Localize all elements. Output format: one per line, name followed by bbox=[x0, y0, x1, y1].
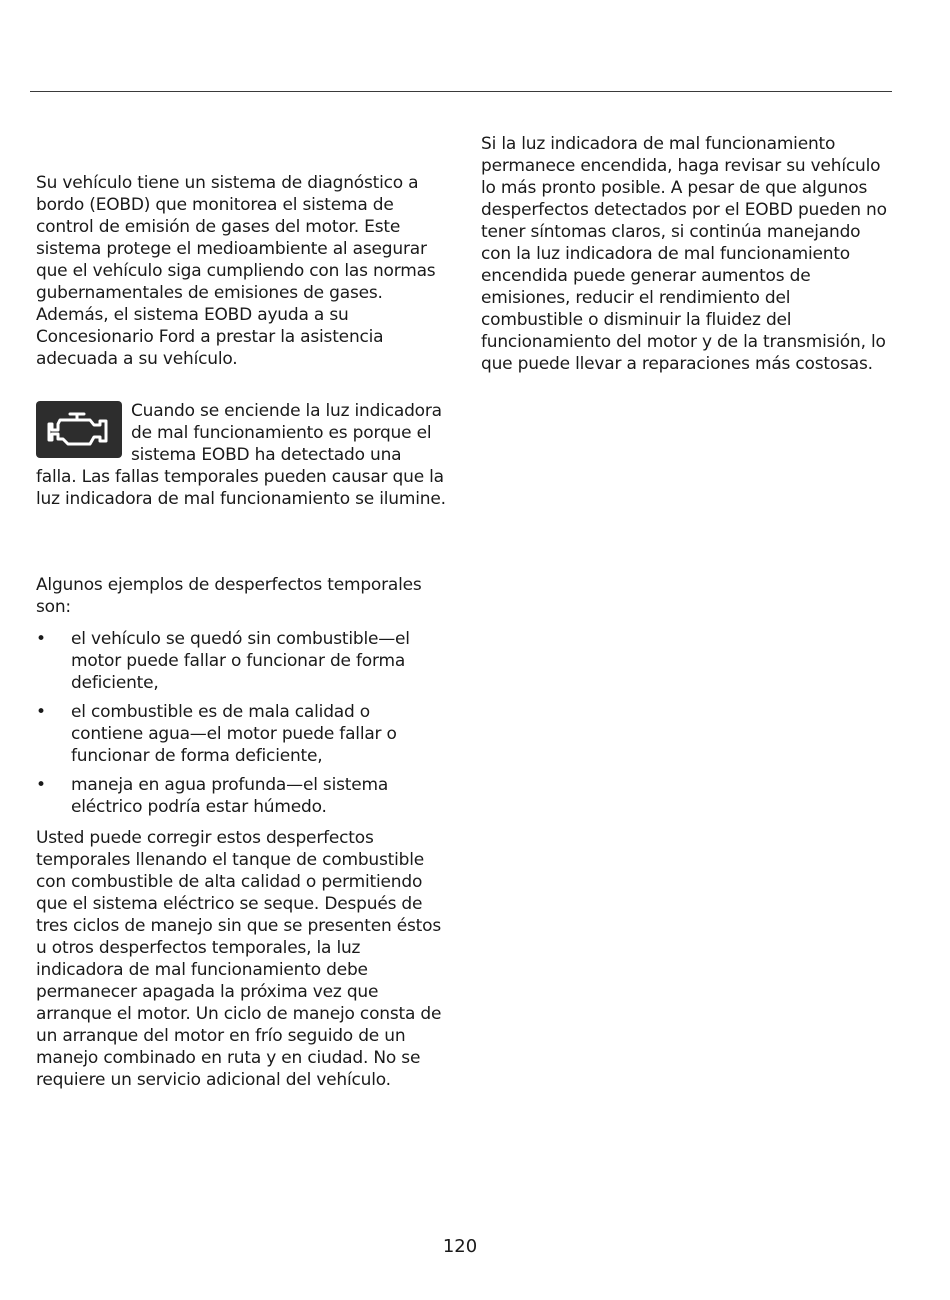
right-paragraph: Si la luz indicadora de mal funcionamiento permanece encendida, haga revisar su vehículo lo más pronto posible. A pesar de que algunos desperfectos detectados por el EOBD pueden no tener síntomas claros, si continúa manejando con la luz indicadora de mal funcionamiento encendida puede generar aumentos de emisiones, reducir el rendimiento del combustible o disminuir la fluidez del funcionamiento del motor y de la transmisión, lo que puede llevar a reparaciones más costosas. bbox=[481, 134, 887, 374]
warning-block bbox=[36, 400, 446, 510]
fix-paragraph: Usted puede corregir estos desperfectos temporales llenando el tanque de combustible con combustible de alta calidad o permitiendo que el sistema eléctrico se seque. Después de tres ciclos de manejo sin que se presenten éstos u otros desperfectos temporales, la luz indicadora de mal funcionamiento debe permanecer apagada la próxima vez que arranque el motor. Un ciclo de manejo consta de un arranque del motor en frío seguido de un manejo combinado en ruta y en ciudad. No se requiere un servicio adicional del vehículo. bbox=[36, 828, 442, 1090]
examples-list bbox=[36, 628, 446, 825]
list-item-text: el vehículo se quedó sin combustible—el motor puede fallar o funcionar de forma deficiente, bbox=[71, 629, 410, 693]
list-item-text: el combustible es de mala calidad o contiene agua—el motor puede fallar o funcionar de forma deficiente, bbox=[71, 702, 397, 766]
list-item-text: maneja en agua profunda—el sistema eléctrico podría estar húmedo. bbox=[71, 775, 389, 817]
warning-text: Cuando se enciende la luz indicadora de mal funcionamiento es porque el sistema EOBD ha detectado una falla. Las fallas temporales pueden causar que la luz indicadora de mal funcionamiento se ilumine. bbox=[36, 401, 446, 509]
list-item bbox=[36, 774, 446, 818]
header-rule bbox=[30, 91, 892, 92]
list-item bbox=[36, 701, 446, 767]
check-engine-icon-graphic bbox=[46, 410, 112, 450]
bullet: • bbox=[36, 702, 46, 722]
check-engine-icon bbox=[36, 401, 122, 458]
examples-heading: Algunos ejemplos de desperfectos temporales son: bbox=[36, 575, 422, 617]
list-item bbox=[36, 628, 446, 694]
bullet: • bbox=[36, 629, 46, 649]
page-number: 120 bbox=[442, 1236, 478, 1257]
bullet: • bbox=[36, 775, 46, 795]
intro-paragraph: Su vehículo tiene un sistema de diagnóstico a bordo (EOBD) que monitorea el sistema de control de emisión de gases del motor. Este sistema protege el medioambiente al asegurar que el vehículo siga cumpliendo con las normas gubernamentales de emisiones de gases. Además, el sistema EOBD ayuda a su Concesionario Ford a prestar la asistencia adecuada a su vehículo. bbox=[36, 173, 436, 369]
